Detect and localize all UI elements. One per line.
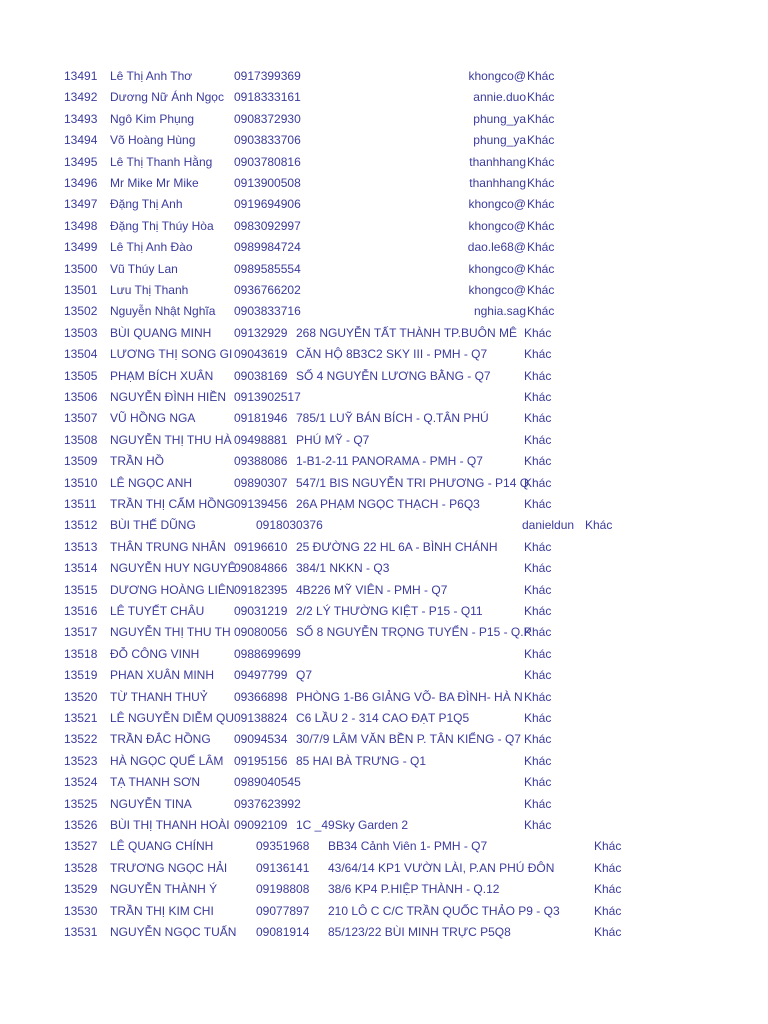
name-cell: TRƯƠNG NGỌC HẢI <box>110 860 228 875</box>
phone-cell: 09031219 <box>234 604 288 618</box>
name-cell: Lưu Thị Thanh <box>110 283 189 297</box>
table-row <box>0 280 768 301</box>
type-cell: Khác <box>524 497 552 511</box>
type-cell: Khác <box>524 582 552 597</box>
phone-cell: 09351968 <box>256 839 310 854</box>
row-id-cell: 13515 <box>64 582 98 597</box>
row-id-cell: 13494 <box>64 133 98 148</box>
phone-cell: 09195156 <box>234 753 288 768</box>
type-cell: Khác <box>524 475 552 490</box>
type-cell: Khác <box>527 218 555 233</box>
row-id-cell: 13527 <box>64 839 98 854</box>
type-cell: Khác <box>585 518 613 533</box>
address-cell: 85 HAI BÀ TRƯNG - Q1 <box>296 753 427 768</box>
phone-cell: 09080056 <box>234 625 288 640</box>
type-cell: Khác <box>594 839 622 854</box>
type-cell: Khác <box>527 154 555 169</box>
email-cell: khongco@ <box>468 283 526 297</box>
phone-cell: 09498881 <box>234 432 288 447</box>
type-cell: Khác <box>524 347 552 362</box>
address-cell: 785/1 LUỸ BÁN BÍCH - Q.TÂN PHÚ <box>296 411 489 426</box>
phone-cell: 09084866 <box>234 561 288 576</box>
table-row <box>0 858 768 879</box>
phone-cell: 0937623992 <box>234 796 301 811</box>
row-id-cell: 13513 <box>64 539 98 554</box>
type-cell: Khác <box>527 283 555 297</box>
table-row <box>0 836 768 857</box>
email-cell: nghia.sag <box>473 304 526 319</box>
phone-cell: 09388086 <box>234 454 288 469</box>
name-cell: TẠ THANH SƠN <box>110 775 201 790</box>
table-row <box>0 537 768 558</box>
row-id-cell: 13503 <box>64 325 98 340</box>
row-id-cell: 13521 <box>64 711 98 725</box>
phone-cell: 09198808 <box>256 882 310 897</box>
type-cell: Khác <box>594 925 622 939</box>
phone-cell: 09366898 <box>234 689 288 704</box>
phone-cell: 09196610 <box>234 539 288 554</box>
phone-cell: 09181946 <box>234 411 288 426</box>
address-cell: 1-B1-2-11 PANORAMA - PMH - Q7 <box>296 454 483 469</box>
row-id-cell: 13506 <box>64 390 98 404</box>
phone-cell: 0983092997 <box>234 218 301 233</box>
name-cell: TRẦN THỊ CẨM HỒNG <box>110 497 235 511</box>
table-row <box>0 344 768 365</box>
name-cell: Võ Hoàng Hùng <box>110 133 196 148</box>
name-cell: NGUYỄN ĐÌNH HIỀN <box>110 390 227 404</box>
address-cell: 43/64/14 KP1 VƯỜN LÀI, P.AN PHÚ ĐÔN <box>328 860 555 875</box>
name-cell: NGUYỄN THỊ THU HÀ <box>110 432 232 447</box>
address-cell: C6 LẦU 2 - 314 CAO ĐẠT P1Q5 <box>296 711 470 725</box>
phone-cell: 09890307 <box>234 475 288 490</box>
table-row <box>0 194 768 215</box>
phone-cell: 09081914 <box>256 925 310 939</box>
name-cell: Nguyễn Nhật Nghĩa <box>110 304 216 319</box>
phone-cell: 09497799 <box>234 668 288 683</box>
address-cell: 85/123/22 BÙI MINH TRỰC P5Q8 <box>328 925 511 939</box>
email-cell: khongco@ <box>468 261 526 276</box>
address-cell: 38/6 KP4 P.HIỆP THÀNH - Q.12 <box>328 882 500 897</box>
row-id-cell: 13500 <box>64 261 98 276</box>
name-cell: TỪ THANH THUỶ <box>110 689 208 704</box>
name-cell: BÙI THẾ DŨNG <box>110 518 196 533</box>
type-cell: Khác <box>527 111 555 126</box>
type-cell: Khác <box>524 368 552 383</box>
type-cell: Khác <box>524 646 552 661</box>
table-row <box>0 901 768 922</box>
address-cell: 1C _49Sky Garden 2 <box>296 818 409 832</box>
table-row <box>0 729 768 750</box>
name-cell: DƯƠNG HOÀNG LIÊN <box>110 582 235 597</box>
table-row <box>0 558 768 579</box>
address-cell: Q7 <box>296 668 313 683</box>
email-cell: danieldun <box>522 518 575 533</box>
row-id-cell: 13529 <box>64 882 98 897</box>
type-cell: Khác <box>527 176 555 190</box>
phone-cell: 0908372930 <box>234 111 301 126</box>
name-cell: THÂN TRUNG NHÂN <box>110 539 226 554</box>
row-id-cell: 13510 <box>64 475 98 490</box>
table-row <box>0 216 768 237</box>
address-cell: 210 LÔ C C/C TRẦN QUỐC THẢO P9 - Q3 <box>328 903 560 918</box>
row-id-cell: 13519 <box>64 668 98 683</box>
phone-cell: 0989585554 <box>234 261 301 276</box>
name-cell: TRẦN THỊ KIM CHI <box>110 903 214 918</box>
address-cell: 2/2 LÝ THƯỜNG KIỆT - P15 - Q11 <box>296 604 483 618</box>
name-cell: NGUYỄN HUY NGUYÊ <box>110 561 236 576</box>
row-id-cell: 13528 <box>64 860 98 875</box>
row-id-cell: 13514 <box>64 561 98 576</box>
table-row <box>0 601 768 622</box>
type-cell: Khác <box>524 689 552 704</box>
row-id-cell: 13495 <box>64 154 98 169</box>
table-row <box>0 66 768 87</box>
name-cell: Mr Mike Mr Mike <box>110 176 199 190</box>
type-cell: Khác <box>524 604 552 618</box>
address-cell: 268 NGUYỄN TẤT THÀNH TP.BUÔN MÊ <box>296 325 517 340</box>
phone-cell: 0913902517 <box>234 390 301 404</box>
type-cell: Khác <box>527 240 555 255</box>
phone-cell: 0913900508 <box>234 176 301 190</box>
name-cell: PHẠM BÍCH XUÂN <box>110 368 214 383</box>
row-id-cell: 13507 <box>64 411 98 426</box>
table-row <box>0 922 768 943</box>
table-row <box>0 408 768 429</box>
table-row <box>0 87 768 108</box>
phone-cell: 09094534 <box>234 732 288 747</box>
table-row <box>0 152 768 173</box>
name-cell: HÀ NGỌC QUẾ LÂM <box>110 753 224 768</box>
type-cell: Khác <box>524 625 552 640</box>
row-id-cell: 13518 <box>64 646 98 661</box>
address-cell: PHÚ MỸ - Q7 <box>296 432 370 447</box>
name-cell: NGUYỄN TINA <box>110 796 192 811</box>
table-row <box>0 665 768 686</box>
email-cell: khongco@ <box>468 197 526 212</box>
type-cell: Khác <box>524 325 552 340</box>
phone-cell: 09077897 <box>256 903 310 918</box>
table-row <box>0 515 768 536</box>
type-cell: Khác <box>524 711 552 725</box>
type-cell: Khác <box>527 90 555 105</box>
phone-cell: 09038169 <box>234 368 288 383</box>
phone-cell: 0988699699 <box>234 646 301 661</box>
table-row <box>0 109 768 130</box>
phone-cell: 0989040545 <box>234 775 301 790</box>
phone-cell: 09182395 <box>234 582 288 597</box>
name-cell: LƯƠNG THỊ SONG GI <box>110 347 233 362</box>
table-row <box>0 772 768 793</box>
phone-cell: 09092109 <box>234 818 288 832</box>
type-cell: Khác <box>524 796 552 811</box>
row-id-cell: 13525 <box>64 796 98 811</box>
type-cell: Khác <box>524 753 552 768</box>
name-cell: VŨ HỒNG NGA <box>110 411 196 426</box>
address-cell: SỐ 8 NGUYỄN TRỌNG TUYỂN - P15 - Q.P <box>296 625 532 640</box>
type-cell: Khác <box>524 668 552 683</box>
email-cell: annie.duo <box>473 90 526 105</box>
email-cell: khongco@ <box>468 218 526 233</box>
table-row <box>0 451 768 472</box>
phone-cell: 0918030376 <box>256 518 323 533</box>
table-row <box>0 173 768 194</box>
address-cell: 25 ĐƯỜNG 22 HL 6A - BÌNH CHÁNH <box>296 539 498 554</box>
type-cell: Khác <box>527 304 555 319</box>
name-cell: Đặng Thị Thúy Hòa <box>110 218 214 233</box>
phone-cell: 09043619 <box>234 347 288 362</box>
name-cell: NGUYỄN THÀNH Ý <box>110 882 218 897</box>
row-id-cell: 13526 <box>64 818 98 832</box>
row-id-cell: 13502 <box>64 304 98 319</box>
type-cell: Khác <box>524 732 552 747</box>
type-cell: Khác <box>527 261 555 276</box>
table-row <box>0 301 768 322</box>
name-cell: Ngô Kim Phụng <box>110 111 195 126</box>
type-cell: Khác <box>527 69 555 83</box>
row-id-cell: 13501 <box>64 283 98 297</box>
row-id-cell: 13517 <box>64 625 98 640</box>
row-id-cell: 13523 <box>64 753 98 768</box>
name-cell: BÙI THỊ THANH HOÀI <box>110 818 230 832</box>
table-row <box>0 473 768 494</box>
name-cell: TRẦN HỒ <box>110 454 164 469</box>
row-id-cell: 13530 <box>64 903 98 918</box>
name-cell: LÊ QUANG CHÍNH <box>110 839 214 854</box>
row-id-cell: 13504 <box>64 347 98 362</box>
address-cell: 30/7/9 LÂM VĂN BỀN P. TÂN KIỂNG - Q7 <box>296 732 521 747</box>
row-id-cell: 13505 <box>64 368 98 383</box>
row-id-cell: 13524 <box>64 775 98 790</box>
name-cell: PHAN XUÂN MINH <box>110 668 215 683</box>
row-id-cell: 13520 <box>64 689 98 704</box>
type-cell: Khác <box>594 903 622 918</box>
address-cell: SỐ 4 NGUYỄN LƯƠNG BẰNG - Q7 <box>296 368 491 383</box>
table-row <box>0 815 768 836</box>
name-cell: NGUYỄN NGỌC TUẤN <box>110 925 237 939</box>
phone-cell: 0918333161 <box>234 90 301 105</box>
phone-cell: 09138824 <box>234 711 288 725</box>
address-cell: CĂN HỘ 8B3C2 SKY III - PMH - Q7 <box>296 347 488 362</box>
name-cell: Đặng Thị Anh <box>110 197 183 212</box>
address-cell: 4B226 MỸ VIÊN - PMH - Q7 <box>296 582 448 597</box>
email-cell: dao.le68@ <box>467 240 526 255</box>
type-cell: Khác <box>524 775 552 790</box>
table-row <box>0 130 768 151</box>
table-row <box>0 879 768 900</box>
name-cell: TRẦN ĐẮC HỒNG <box>110 732 211 747</box>
address-cell: 384/1 NKKN - Q3 <box>296 561 390 576</box>
email-cell: thanhhang <box>469 176 526 190</box>
row-id-cell: 13509 <box>64 454 98 469</box>
email-cell: phung_ya <box>473 133 526 148</box>
row-id-cell: 13522 <box>64 732 98 747</box>
email-cell: phung_ya <box>473 111 526 126</box>
name-cell: LÊ TUYẾT CHÂU <box>110 604 205 618</box>
row-id-cell: 13498 <box>64 218 98 233</box>
phone-cell: 0903780816 <box>234 154 301 169</box>
type-cell: Khác <box>524 818 552 832</box>
type-cell: Khác <box>594 860 622 875</box>
table-row <box>0 259 768 280</box>
table-row <box>0 366 768 387</box>
type-cell: Khác <box>524 561 552 576</box>
type-cell: Khác <box>524 432 552 447</box>
table-row <box>0 622 768 643</box>
phone-cell: 0917399369 <box>234 69 301 83</box>
name-cell: BÙI QUANG MINH <box>110 325 212 340</box>
name-cell: LÊ NGỌC ANH <box>110 475 193 490</box>
table-row <box>0 237 768 258</box>
address-cell: BB34 Cảnh Viên 1- PMH - Q7 <box>328 839 488 854</box>
table-row <box>0 751 768 772</box>
type-cell: Khác <box>524 539 552 554</box>
table-row <box>0 794 768 815</box>
row-id-cell: 13516 <box>64 604 98 618</box>
name-cell: Vũ Thúy Lan <box>110 261 178 276</box>
table-row <box>0 708 768 729</box>
name-cell: LÊ NGUYỄN DIỄM QU <box>110 711 235 725</box>
email-cell: khongco@ <box>468 69 526 83</box>
name-cell: Dương Nữ Ánh Ngọc <box>110 90 224 105</box>
phone-cell: 0936766202 <box>234 283 301 297</box>
name-cell: ĐỖ CÔNG VINH <box>110 646 200 661</box>
phone-cell: 0919694906 <box>234 197 301 212</box>
email-cell: thanhhang <box>469 154 526 169</box>
row-id-cell: 13511 <box>64 497 97 511</box>
row-id-cell: 13512 <box>64 518 98 533</box>
table-row <box>0 387 768 408</box>
name-cell: Lê Thị Thanh Hằng <box>110 154 213 169</box>
phone-cell: 09139456 <box>234 497 288 511</box>
name-cell: NGUYỄN THỊ THU TH <box>110 625 231 640</box>
address-cell: PHÒNG 1-B6 GIẢNG VÕ- BA ĐÌNH- HÀ N <box>296 689 523 704</box>
type-cell: Khác <box>527 133 555 148</box>
table-row <box>0 687 768 708</box>
phone-cell: 09132929 <box>234 325 288 340</box>
name-cell: Lê Thị Anh Đào <box>110 240 193 255</box>
address-cell: 26A PHẠM NGỌC THẠCH - P6Q3 <box>296 497 480 511</box>
type-cell: Khác <box>527 197 555 212</box>
type-cell: Khác <box>524 390 552 404</box>
table-row <box>0 430 768 451</box>
table-row <box>0 580 768 601</box>
row-id-cell: 13508 <box>64 432 98 447</box>
row-id-cell: 13531 <box>64 925 98 939</box>
phone-cell: 0903833706 <box>234 133 301 148</box>
table-row <box>0 323 768 344</box>
name-cell: Lê Thị Anh Thơ <box>110 69 193 83</box>
type-cell: Khác <box>594 882 622 897</box>
table-row <box>0 494 768 515</box>
address-cell: 547/1 BIS NGUYỄN TRI PHƯƠNG - P14 Q <box>296 475 530 490</box>
row-id-cell: 13499 <box>64 240 98 255</box>
table-row <box>0 644 768 665</box>
row-id-cell: 13492 <box>64 90 98 105</box>
phone-cell: 0989984724 <box>234 240 301 255</box>
row-id-cell: 13497 <box>64 197 98 212</box>
phone-cell: 09136141 <box>256 860 310 875</box>
phone-cell: 0903833716 <box>234 304 301 319</box>
type-cell: Khác <box>524 411 552 426</box>
row-id-cell: 13493 <box>64 111 98 126</box>
type-cell: Khác <box>524 454 552 469</box>
row-id-cell: 13491 <box>64 69 98 83</box>
row-id-cell: 13496 <box>64 176 98 190</box>
